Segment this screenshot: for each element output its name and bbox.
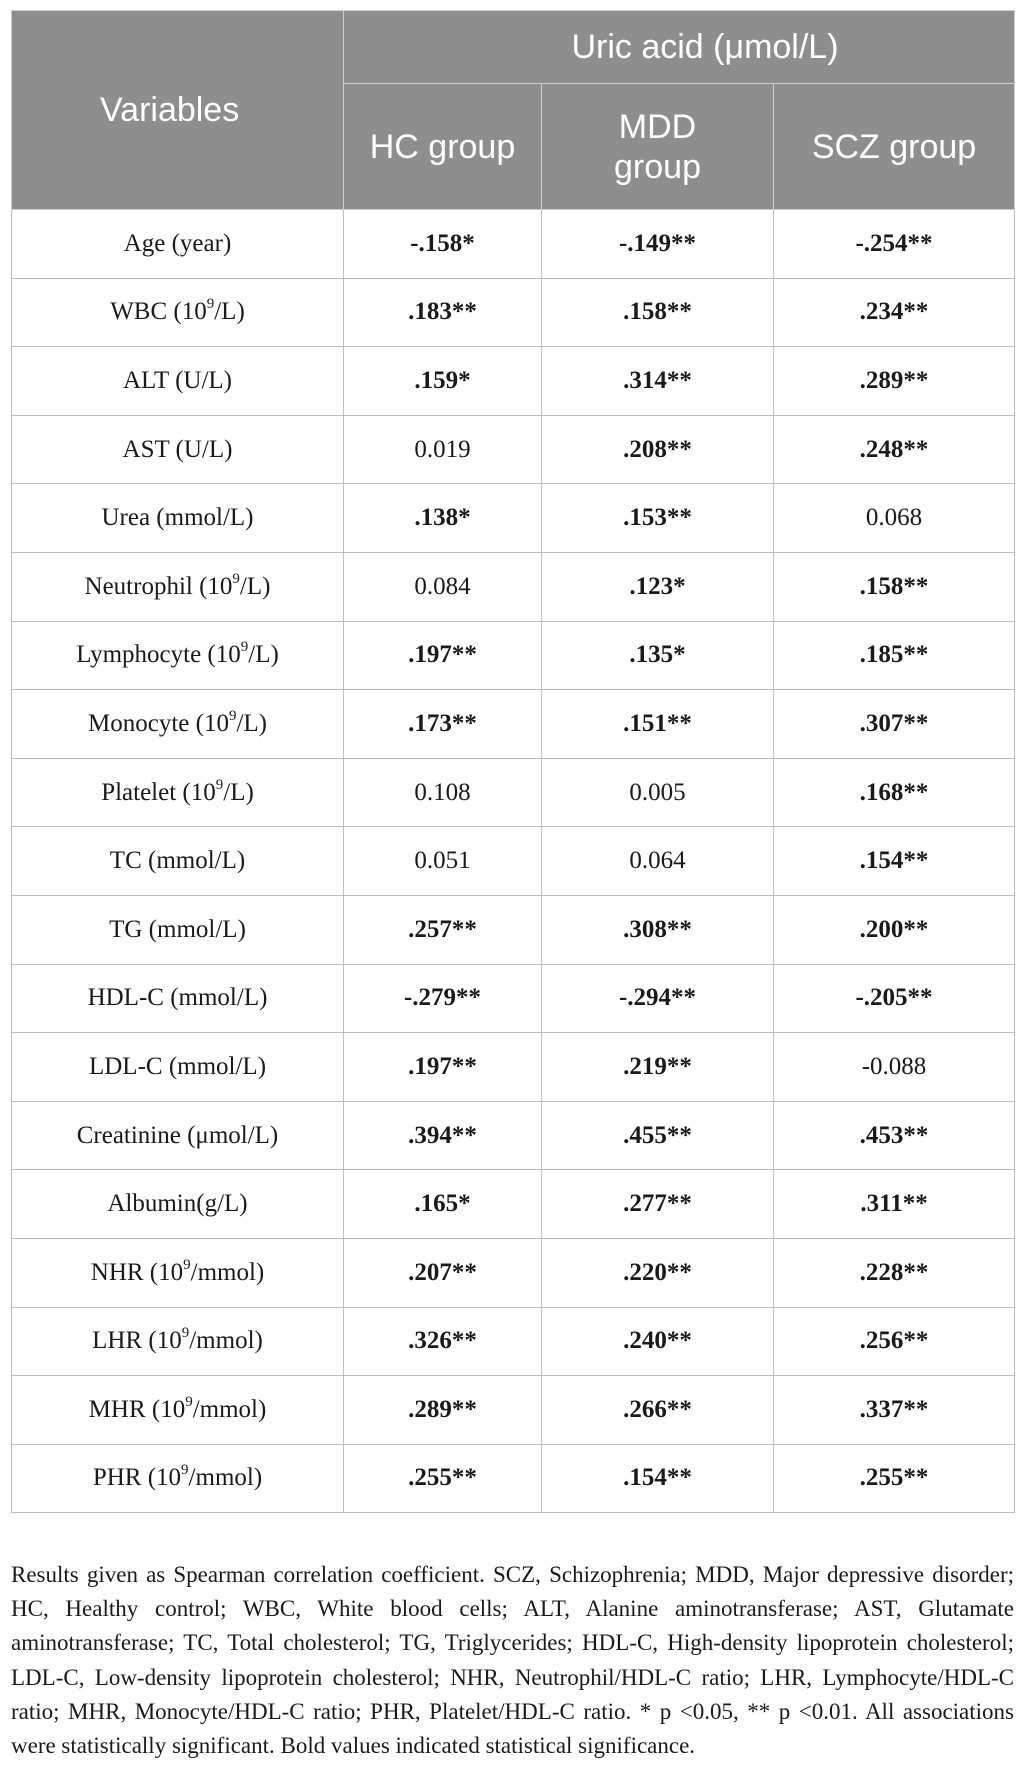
- variable-label: Platelet (10: [101, 778, 216, 806]
- scz-value-cell: .255**: [774, 1444, 1015, 1513]
- table-row: [12, 1238, 1015, 1307]
- scz-value-cell: .158**: [774, 552, 1015, 621]
- table-row: [12, 1444, 1015, 1513]
- table-row: [12, 621, 1015, 690]
- mdd-value-cell: .151**: [542, 690, 774, 759]
- variable-label: Creatinine (μmol/L): [76, 1121, 279, 1149]
- hc-value-cell: .289**: [344, 1376, 542, 1445]
- hc-value-cell: -.279**: [344, 964, 542, 1033]
- variable-label: TG (mmol/L): [109, 915, 246, 943]
- variable-label: Albumin(g/L): [107, 1190, 248, 1218]
- table-row: [12, 758, 1015, 827]
- scz-value-cell: .289**: [774, 347, 1015, 416]
- table-row: [12, 827, 1015, 896]
- hc-value-cell: 0.019: [344, 415, 542, 484]
- scz-value-cell: .200**: [774, 895, 1015, 964]
- scz-value-cell: -.254**: [774, 210, 1015, 279]
- variable-label: TC (mmol/L): [109, 847, 246, 875]
- hc-value-cell: .394**: [344, 1101, 542, 1170]
- hc-value-cell: .326**: [344, 1307, 542, 1376]
- variable-exponent: 9: [232, 570, 240, 587]
- variable-label: Monocyte (10: [88, 709, 229, 737]
- mdd-value-cell: .208**: [542, 415, 774, 484]
- scz-value-cell: .228**: [774, 1238, 1015, 1307]
- variable-unit: /mmol): [188, 1464, 263, 1492]
- mdd-value-cell: .135*: [542, 621, 774, 690]
- variable-exponent: 9: [206, 296, 215, 313]
- variable-cell: [12, 964, 344, 1033]
- table-row: [12, 1101, 1015, 1170]
- variable-cell: [12, 758, 344, 827]
- variable-cell: [12, 552, 344, 621]
- variable-unit: /L): [239, 572, 271, 600]
- table-header: [12, 11, 1015, 210]
- table-row: [12, 1376, 1015, 1445]
- variable-unit: /mmol): [190, 1258, 265, 1286]
- hc-value-cell: .183**: [344, 278, 542, 347]
- mdd-value-cell: .266**: [542, 1376, 774, 1445]
- variable-exponent: 9: [181, 1462, 189, 1479]
- scz-value-cell: .234**: [774, 278, 1015, 347]
- table-container: [11, 10, 1014, 1513]
- variable-cell: [12, 347, 344, 416]
- hc-value-cell: 0.051: [344, 827, 542, 896]
- table-row: [12, 347, 1015, 416]
- hc-value-cell: .165*: [344, 1170, 542, 1239]
- mdd-value-cell: .220**: [542, 1238, 774, 1307]
- table-row: [12, 415, 1015, 484]
- scz-value-cell: .168**: [774, 758, 1015, 827]
- mdd-value-cell: .314**: [542, 347, 774, 416]
- scz-value-cell: .337**: [774, 1376, 1015, 1445]
- variable-exponent: 9: [240, 639, 249, 656]
- variable-unit: /L): [223, 778, 254, 806]
- variable-label: Urea (mmol/L): [101, 504, 254, 532]
- variable-label: ALT (U/L): [122, 366, 233, 394]
- scz-value-cell: -0.088: [774, 1033, 1015, 1102]
- variable-label: MHR (10: [88, 1395, 186, 1423]
- variable-unit: /mmol): [189, 1327, 263, 1355]
- hc-value-cell: 0.084: [344, 552, 542, 621]
- variable-cell: [12, 621, 344, 690]
- mdd-value-cell: .277**: [542, 1170, 774, 1239]
- variable-label: HDL-C (mmol/L): [87, 984, 268, 1012]
- variable-label: AST (U/L): [122, 435, 233, 463]
- uric-acid-header: Uric acid (μmol/L): [344, 11, 1015, 84]
- variable-unit: /L): [236, 709, 267, 737]
- variable-cell: [12, 210, 344, 279]
- table-row: [12, 278, 1015, 347]
- variable-cell: [12, 1101, 344, 1170]
- variable-exponent: 9: [228, 707, 237, 724]
- mdd-value-cell: .153**: [542, 484, 774, 553]
- variable-cell: [12, 1376, 344, 1445]
- column-header-mdd: MDD group: [542, 84, 774, 210]
- hc-value-cell: -.158*: [344, 210, 542, 279]
- variable-cell: [12, 1170, 344, 1239]
- mdd-value-cell: 0.064: [542, 827, 774, 896]
- variable-cell: [12, 895, 344, 964]
- scz-value-cell: 0.068: [774, 484, 1015, 553]
- scz-value-cell: .256**: [774, 1307, 1015, 1376]
- mdd-value-cell: -.294**: [542, 964, 774, 1033]
- hc-value-cell: .197**: [344, 621, 542, 690]
- table-row: [12, 484, 1015, 553]
- scz-value-cell: .248**: [774, 415, 1015, 484]
- variable-label: LDL-C (mmol/L): [88, 1052, 267, 1080]
- variable-exponent: 9: [215, 776, 224, 793]
- hc-value-cell: .197**: [344, 1033, 542, 1102]
- scz-value-cell: -.205**: [774, 964, 1015, 1033]
- scz-value-cell: .311**: [774, 1170, 1015, 1239]
- column-header-scz: SCZ group: [774, 84, 1015, 210]
- mdd-value-cell: .123*: [542, 552, 774, 621]
- variable-exponent: 9: [183, 1256, 191, 1273]
- variable-unit: /L): [214, 298, 245, 326]
- variable-label: LHR (10: [92, 1327, 182, 1355]
- mdd-value-cell: .158**: [542, 278, 774, 347]
- table-row: [12, 895, 1015, 964]
- scz-value-cell: .453**: [774, 1101, 1015, 1170]
- hc-value-cell: .257**: [344, 895, 542, 964]
- variable-cell: [12, 278, 344, 347]
- hc-value-cell: 0.108: [344, 758, 542, 827]
- table-row: [12, 210, 1015, 279]
- variable-cell: [12, 1033, 344, 1102]
- mdd-value-cell: .219**: [542, 1033, 774, 1102]
- table-row: [12, 1033, 1015, 1102]
- table-row: [12, 552, 1015, 621]
- variable-cell: [12, 827, 344, 896]
- variable-exponent: 9: [181, 1325, 190, 1342]
- scz-value-cell: .307**: [774, 690, 1015, 759]
- hc-value-cell: .173**: [344, 690, 542, 759]
- variable-cell: [12, 690, 344, 759]
- variables-header: Variables: [12, 11, 344, 210]
- mdd-value-cell: -.149**: [542, 210, 774, 279]
- variable-exponent: 9: [185, 1393, 193, 1410]
- variable-label: Age (year): [123, 229, 232, 257]
- variable-cell: [12, 415, 344, 484]
- column-header-hc: HC group: [344, 84, 542, 210]
- mdd-value-cell: 0.005: [542, 758, 774, 827]
- scz-value-cell: .185**: [774, 621, 1015, 690]
- variable-cell: [12, 1307, 344, 1376]
- variable-label: WBC (10: [110, 298, 207, 326]
- variable-label: Lymphocyte (10: [76, 641, 241, 669]
- hc-value-cell: .255**: [344, 1444, 542, 1513]
- variable-unit: /L): [248, 641, 279, 669]
- hc-value-cell: .159*: [344, 347, 542, 416]
- mdd-value-cell: .240**: [542, 1307, 774, 1376]
- variable-cell: [12, 484, 344, 553]
- variable-cell: [12, 1238, 344, 1307]
- mdd-value-cell: .154**: [542, 1444, 774, 1513]
- table-footnote: Results given as Spearman correlation coefficient. SCZ, Schizophrenia; MDD, Major depressive disorder; HC, Healthy control; WBC, White blood cells; ALT, Alanine aminotransferase; AST, Glutamate aminotransferase; TC, Total cholesterol; TG, Triglycerides; HDL-C, High-density lipoprotein cholesterol; LDL-C, Low-density lipoprotein cholesterol; NHR, Neutrophil/HDL-C ratio; LHR, Lymphocyte/HDL-C ratio; MHR, Monocyte/HDL-C ratio; PHR, Platelet/HDL-C ratio. * p <0.05, ** p <0.01. All associations were statistically significant. Bold values indicated statistical significance.: [11, 1562, 1014, 1759]
- mdd-value-cell: .308**: [542, 895, 774, 964]
- variable-unit: /mmol): [192, 1395, 267, 1423]
- variable-label: Neutrophil (10: [84, 572, 233, 600]
- table-body: [12, 210, 1015, 1513]
- variable-cell: [12, 1444, 344, 1513]
- hc-value-cell: .207**: [344, 1238, 542, 1307]
- hc-value-cell: .138*: [344, 484, 542, 553]
- table-row: [12, 1170, 1015, 1239]
- variable-label: PHR (10: [92, 1464, 182, 1492]
- table-row: [12, 1307, 1015, 1376]
- scz-value-cell: .154**: [774, 827, 1015, 896]
- correlation-table: [11, 10, 1015, 1513]
- table-row: [12, 690, 1015, 759]
- table-row: [12, 964, 1015, 1033]
- variable-label: NHR (10: [90, 1258, 184, 1286]
- mdd-value-cell: .455**: [542, 1101, 774, 1170]
